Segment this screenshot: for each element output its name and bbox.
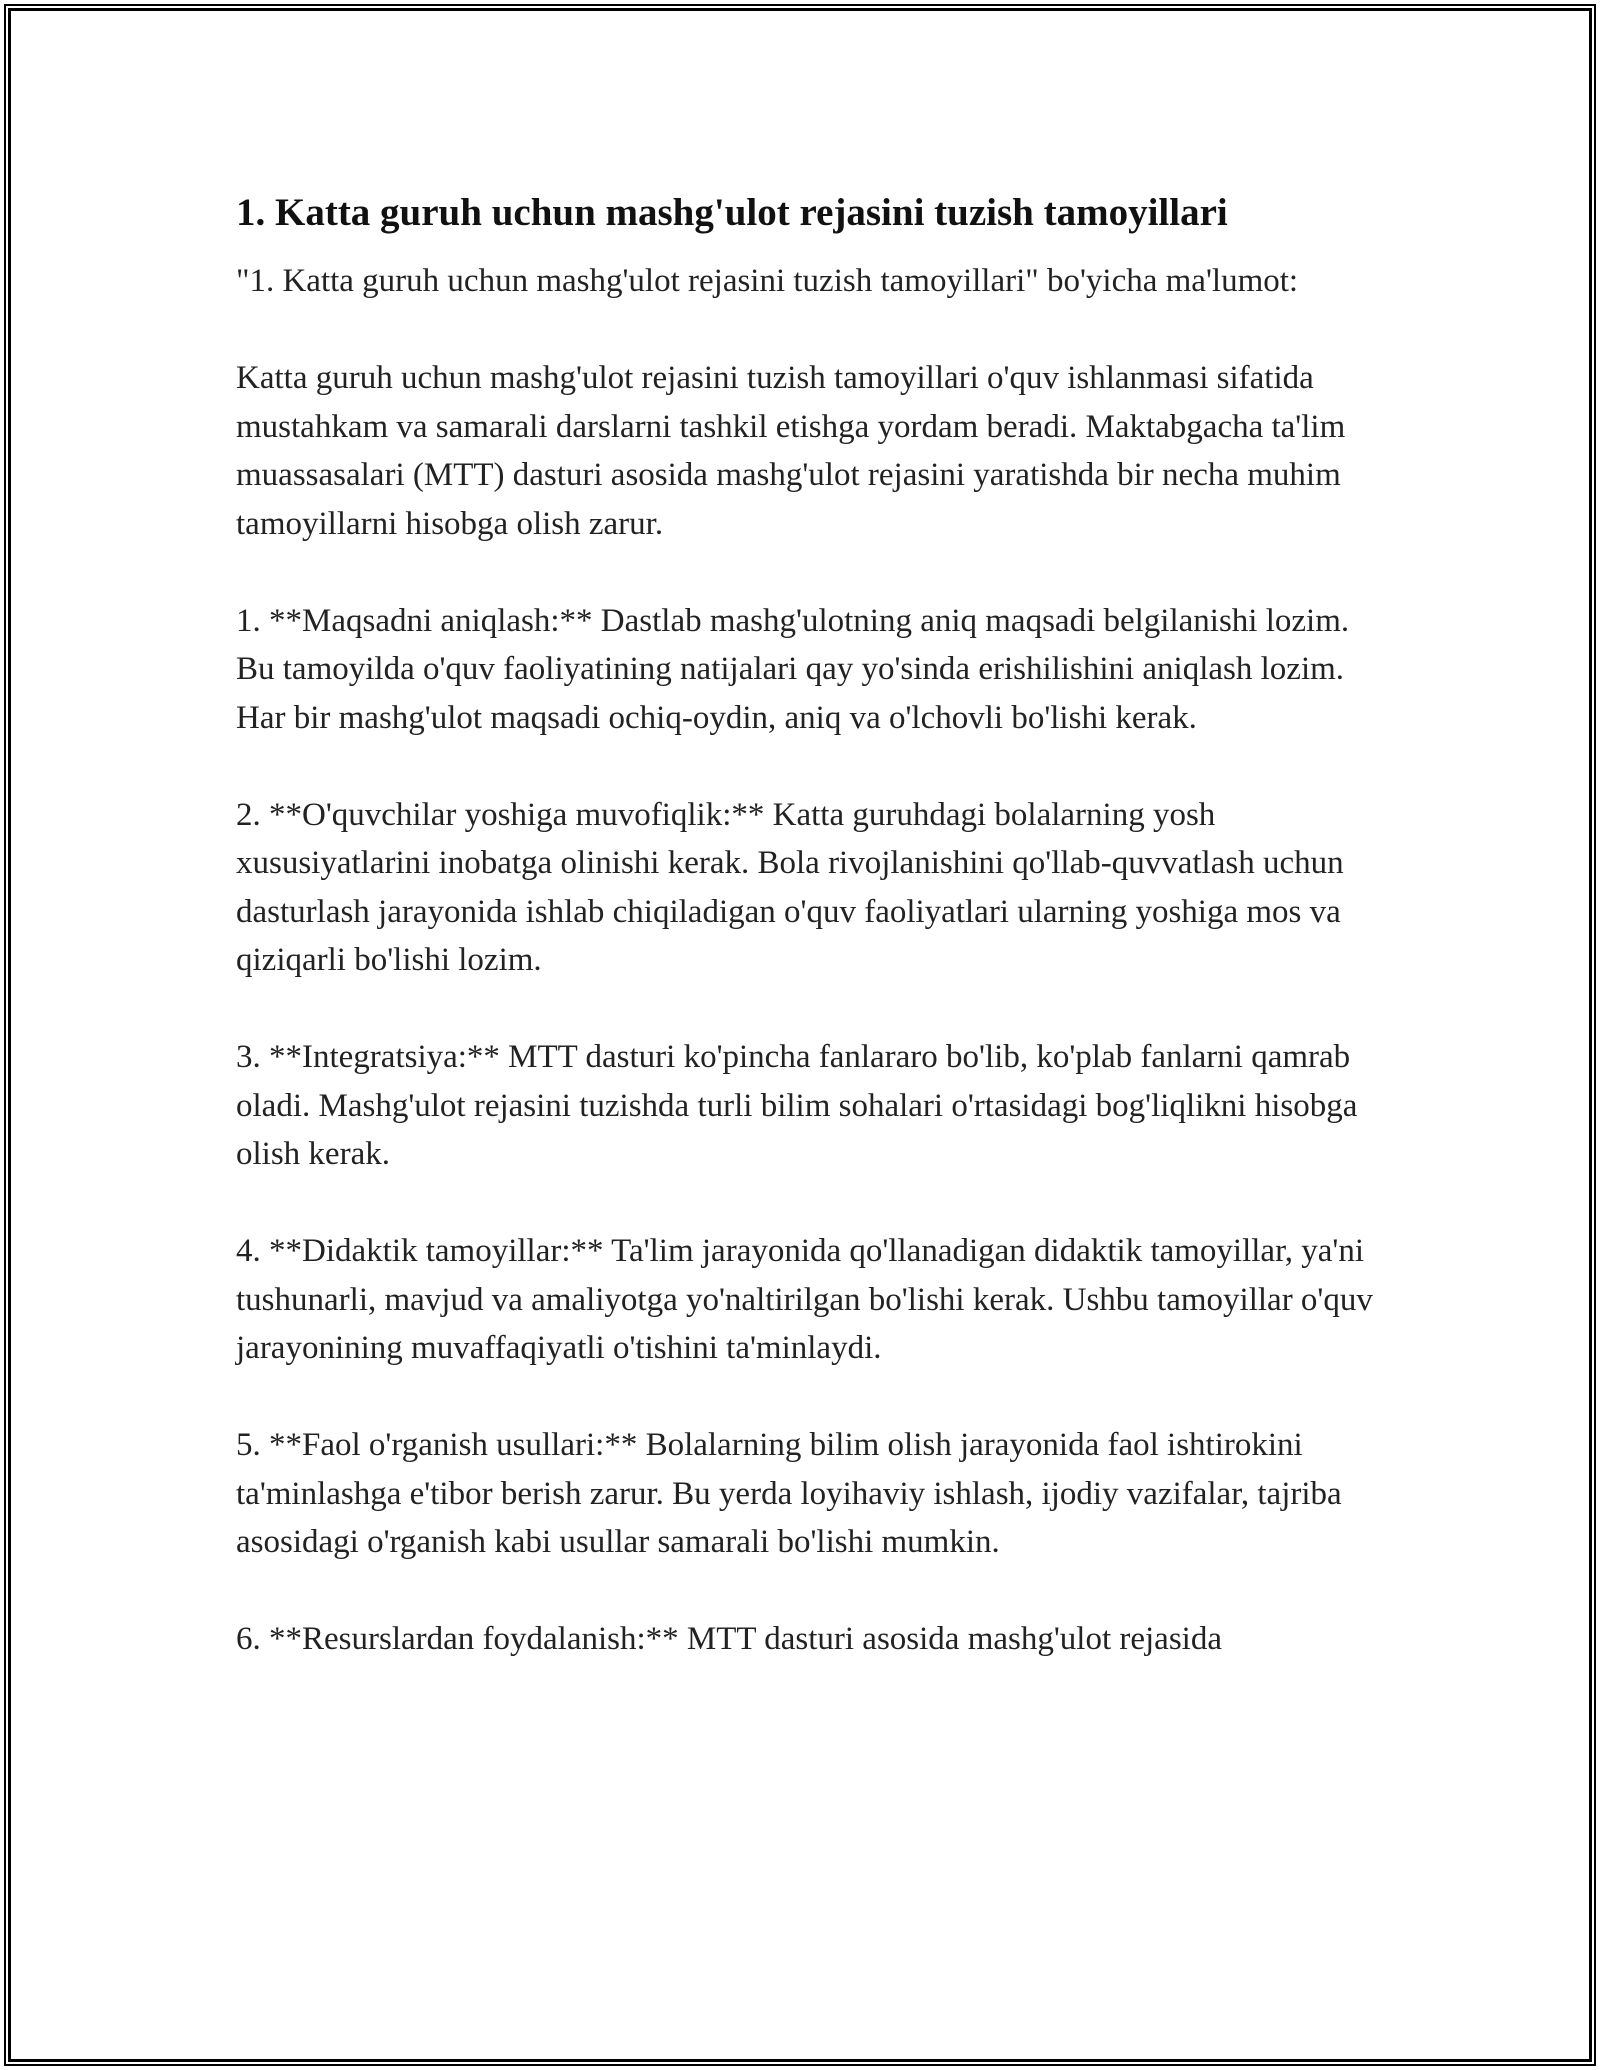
principle-1-paragraph: 1. **Maqsadni aniqlash:** Dastlab mashg'ulotning aniq maqsadi belgilanishi lozim. Bu tamoyilda o'quv faoliyatining natijalari qay yo'sinda erishilishini aniqlash lozim. Har bir mashg'ulot maqsadi ochiq-oydin, aniq va o'lchovli bo'lishi kerak. — [236, 602, 1350, 736]
intro-paragraph: "1. Katta guruh uchun mashg'ulot rejasini tuzish tamoyillari" bo'yicha ma'lumot: — [236, 263, 1299, 299]
principle-4-paragraph: 4. **Didaktik tamoyillar:** Ta'lim jarayonida qo'llanadigan didaktik tamoyillar, ya'ni tushunarli, mavjud va amaliyotga yo'naltirilgan bo'lishi kerak. Ushbu tamoyillar o'quv jarayonining muvaffaqiyatli o'tishini ta'minlaydi. — [236, 1233, 1373, 1366]
overview-paragraph: Katta guruh uchun mashg'ulot rejasini tuzish tamoyillari o'quv ishlanmasi sifatida mustahkam va samarali darslarni tashkil etishga yordam beradi. Maktabgacha ta'lim muassasalari (MTT) dasturi asosida mashg'ulot rejasini yaratishda bir necha muhim tamoyillarni hisobga olish zarur. — [236, 360, 1346, 542]
principle-5-paragraph: 5. **Faol o'rganish usullari:** Bolalarning bilim olish jarayonida faol ishtirokini ta'minlashga e'tibor berish zarur. Bu yerda loyihaviy ishlash, ijodiy vazifalar, tajriba asosidagi o'rganish kabi usullar samarali bo'lishi mumkin. — [236, 1427, 1342, 1560]
document-title: 1. Katta guruh uchun mashg'ulot rejasini tuzish tamoyillari — [236, 191, 1228, 234]
principle-3-paragraph: 3. **Integratsiya:** MTT dasturi ko'pincha fanlararo bo'lib, ko'plab fanlarni qamrab oladi. Mashg'ulot rejasini tuzishda turli bilim sohalari o'rtasidagi bog'liqlikni hisobga olish kerak. — [236, 1039, 1358, 1172]
principle-6-paragraph: 6. **Resurslardan foydalanish:** MTT dasturi asosida mashg'ulot rejasida — [236, 1621, 1222, 1657]
document-body — [236, 185, 1376, 1712]
principle-2-paragraph: 2. **O'quvchilar yoshiga muvofiqlik:** Katta guruhdagi bolalarning yosh xususiyatlarini inobatga olinishi kerak. Bola rivojlanishini qo'llab-quvvatlash uchun dasturlash jarayonida ishlab chiqiladigan o'quv faoliyatlari ularning yoshiga mos va qiziqarli bo'lishi lozim. — [236, 796, 1344, 978]
